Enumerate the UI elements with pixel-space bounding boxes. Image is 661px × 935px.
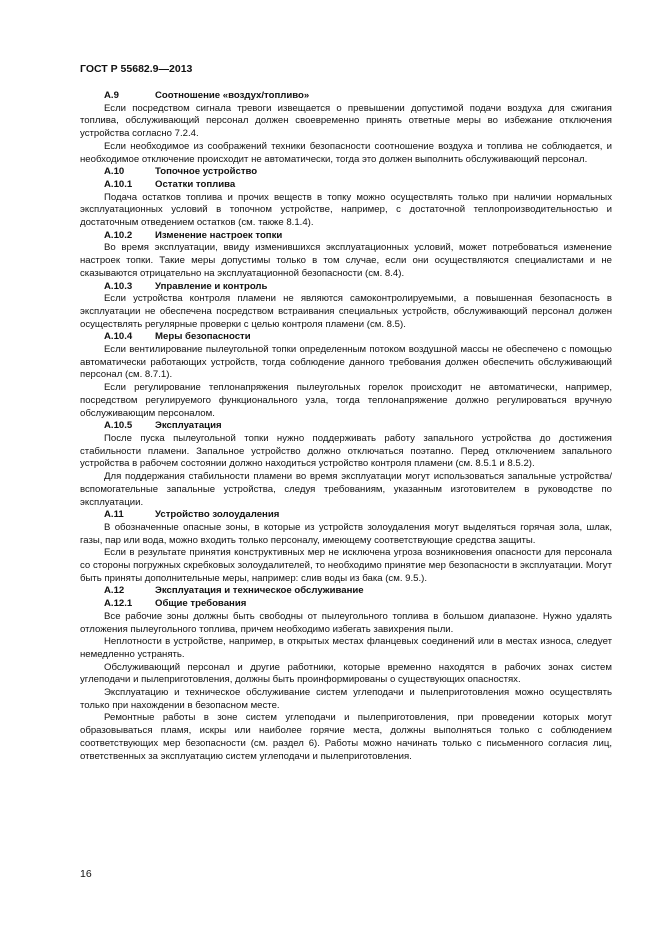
section-heading	[80, 331, 612, 344]
section-heading	[80, 166, 612, 179]
page-number: 16	[80, 868, 92, 880]
section-title: Топочное устройство	[155, 166, 258, 178]
section-title: Общие требования	[155, 598, 247, 610]
paragraph: Если необходимое из соображений техники безопасности соотношение воздуха и топлива не соблюдается, и необходимое отключение происходит не автоматически, тогда это должен выполнить обслуживающий персонал.	[80, 140, 612, 165]
paragraph: В обозначенные опасные зоны, в которые из устройств золоудаления могут выделяться горячая зола, шлак, газы, пар или вода, можно входить только персоналу, имеющему соответствующие средства защиты.	[80, 521, 612, 546]
paragraph: Для поддержания стабильности пламени во время эксплуатации могут использоваться запальные устройства/вспомогательные запальные устройства, следуя требованиям, указанным изготовителем в руководстве по эксплуатации.	[80, 471, 612, 508]
section-heading	[80, 90, 612, 103]
paragraph: Ремонтные работы в зоне систем углеподачи и пылеприготовления, при проведении которых могут образовываться пламя, искры или наиболее горячие места, должны выполняться только с соблюдением соответствующих мер безопасности (см. раздел 6). Работы можно начинать только с письменного согласия лиц, ответственных за эксплуатацию систем углеподачи и пылеприготовления.	[80, 712, 612, 762]
section-title: Соотношение «воздух/топливо»	[155, 90, 310, 101]
section-number: A.10.2	[104, 229, 133, 241]
section-title: Изменение настроек топки	[155, 229, 283, 241]
section-title: Эксплуатация	[155, 420, 222, 432]
paragraph: Все рабочие зоны должны быть свободны от пылеугольного топлива в большом диапазоне. Нужно удалять отложения пылеугольного топлива, причем необходимо избегать завихрения пыли.	[80, 610, 612, 635]
section-title: Устройство золоудаления	[155, 509, 280, 521]
paragraph: Обслуживающий персонал и другие работники, которые временно находятся в рабочих зонах систем углеподачи и пылеприготовления, должны быть проинформированы о существующих опасностях.	[80, 661, 612, 686]
paragraph: После пуска пылеугольной топки нужно поддерживать работу запального устройства до достижения стабильности пламени. Запальное устройство должно отключаться поэтапно. Перед отключением запального устройства в рабочем состоянии должно находиться устройство контроля пламени (см. 8.5.1 и 8.5.2).	[80, 432, 612, 470]
section-title: Меры безопасности	[155, 331, 251, 343]
document-header: ГОСТ Р 55682.9—2013	[80, 63, 193, 75]
section-number: A.9	[104, 90, 119, 101]
section-heading	[80, 509, 612, 522]
section-heading	[80, 179, 612, 192]
section-heading	[80, 281, 612, 294]
section-number: A.10.1	[104, 178, 133, 190]
paragraph: Во время эксплуатации, ввиду изменившихся эксплуатационных условий, может потребоваться изменение настроек топки. Такие меры допустимы только в том случае, если они осуществляются специалистами и не сказываются отрицательно на эксплуатационной безопасности (см. 8.4).	[80, 242, 612, 279]
section-number: A.10.4	[104, 331, 133, 343]
paragraph: Подача остатков топлива и прочих веществ в топку можно осуществлять только при наличии нормальных эксплуатационных условий в топочном устройстве, например, с достаточной теплопроизводительностью и достаточным отведением остатков (см. также 8.1.4).	[80, 191, 612, 229]
section-title: Эксплуатация и техническое обслуживание	[155, 585, 364, 597]
document-body	[80, 90, 612, 763]
section-number: A.12	[104, 585, 125, 597]
section-heading	[80, 230, 612, 243]
paragraph: Эксплуатацию и техническое обслуживание систем углеподачи и пылеприготовления можно осуществлять только при нахождении в безопасном месте.	[80, 687, 612, 711]
section-title: Остатки топлива	[155, 178, 236, 190]
paragraph: Если регулирование теплонапряжения пылеугольных горелок происходит не автоматически, например, посредством регулируемого функционального узла, тогда теплонапряжение должно регулироваться вручную обслуживающим персоналом.	[80, 382, 612, 419]
paragraph: Если вентилирование пылеугольной топки определенным потоком воздушной массы не обеспечено с помощью автоматически работающих устройств, тогда соблюдение данного требования должен обеспечить обслуживающий персонал (см. 8.7.1).	[80, 344, 612, 381]
section-number: A.11	[104, 509, 124, 521]
section-number: A.12.1	[104, 598, 133, 610]
section-title: Управление и контроль	[155, 280, 268, 292]
paragraph: Если устройства контроля пламени не являются самоконтролируемыми, а повышенная безопасность в эксплуатации не обеспечена посредством встраивания специальных устройств, обслуживающий персонал должен осуществлять регулярные проверки с целью контроля пламени (см. 8.5).	[80, 293, 612, 330]
paragraph: Если посредством сигнала тревоги извещается о превышении допустимой подачи воздуха для сжигания топлива, обслуживающий персонал должен своевременно принять ответные меры во избежание отключения устройства согласно 7.2.4.	[80, 102, 612, 140]
section-heading	[80, 598, 612, 611]
section-heading	[80, 585, 612, 598]
section-number: A.10	[104, 166, 125, 178]
section-heading	[80, 420, 612, 433]
section-number: A.10.3	[104, 280, 133, 292]
paragraph: Если в результате принятия конструктивных мер не исключена угроза возникновения опасности для персонала со стороны погружных скребковых золоудалителей, то необходимо принятие мер безопасности в эксплуатации. Могут быть приняты дополнительные меры, например: слив воды из бака (см. 9.5.).	[80, 547, 612, 584]
paragraph: Неплотности в устройстве, например, в открытых местах фланцевых соединений или в местах износа, следует немедленно устранять.	[80, 636, 612, 660]
section-number: A.10.5	[104, 420, 133, 432]
